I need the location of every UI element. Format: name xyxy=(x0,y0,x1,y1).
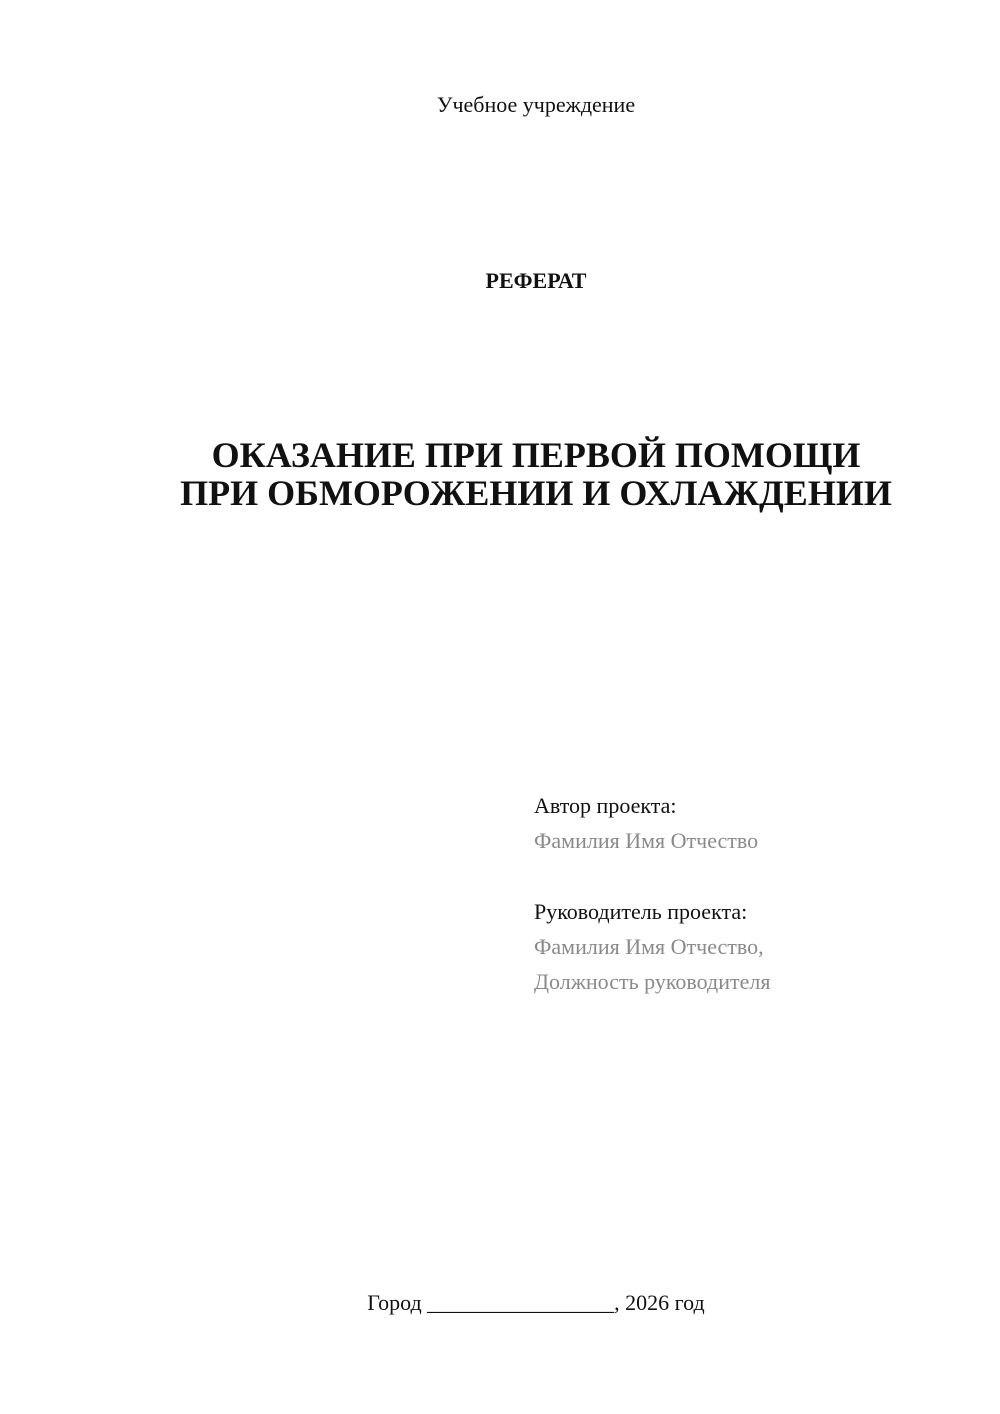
institution-name: Учебное учреждение xyxy=(436,92,636,117)
supervisor-label: Руководитель проекта: xyxy=(534,899,748,924)
supervisor-position: Должность руководителя xyxy=(534,969,771,994)
city-year-line: Город _________________, 2026 год xyxy=(367,1290,705,1315)
document-title xyxy=(0,436,1000,512)
author-label: Автор проекта: xyxy=(534,793,677,818)
project-roles xyxy=(534,788,770,999)
supervisor-name: Фамилия Имя Отчество, xyxy=(534,934,764,959)
author-name: Фамилия Имя Отчество xyxy=(534,828,759,853)
title-line-2: ПРИ ОБМОРОЖЕНИИ И ОХЛАЖДЕНИИ xyxy=(180,473,892,513)
document-type: РЕФЕРАТ xyxy=(485,268,587,293)
title-line-1: ОКАЗАНИЕ ПРИ ПЕРВОЙ ПОМОЩИ xyxy=(211,435,861,475)
roles-spacer xyxy=(534,858,770,894)
